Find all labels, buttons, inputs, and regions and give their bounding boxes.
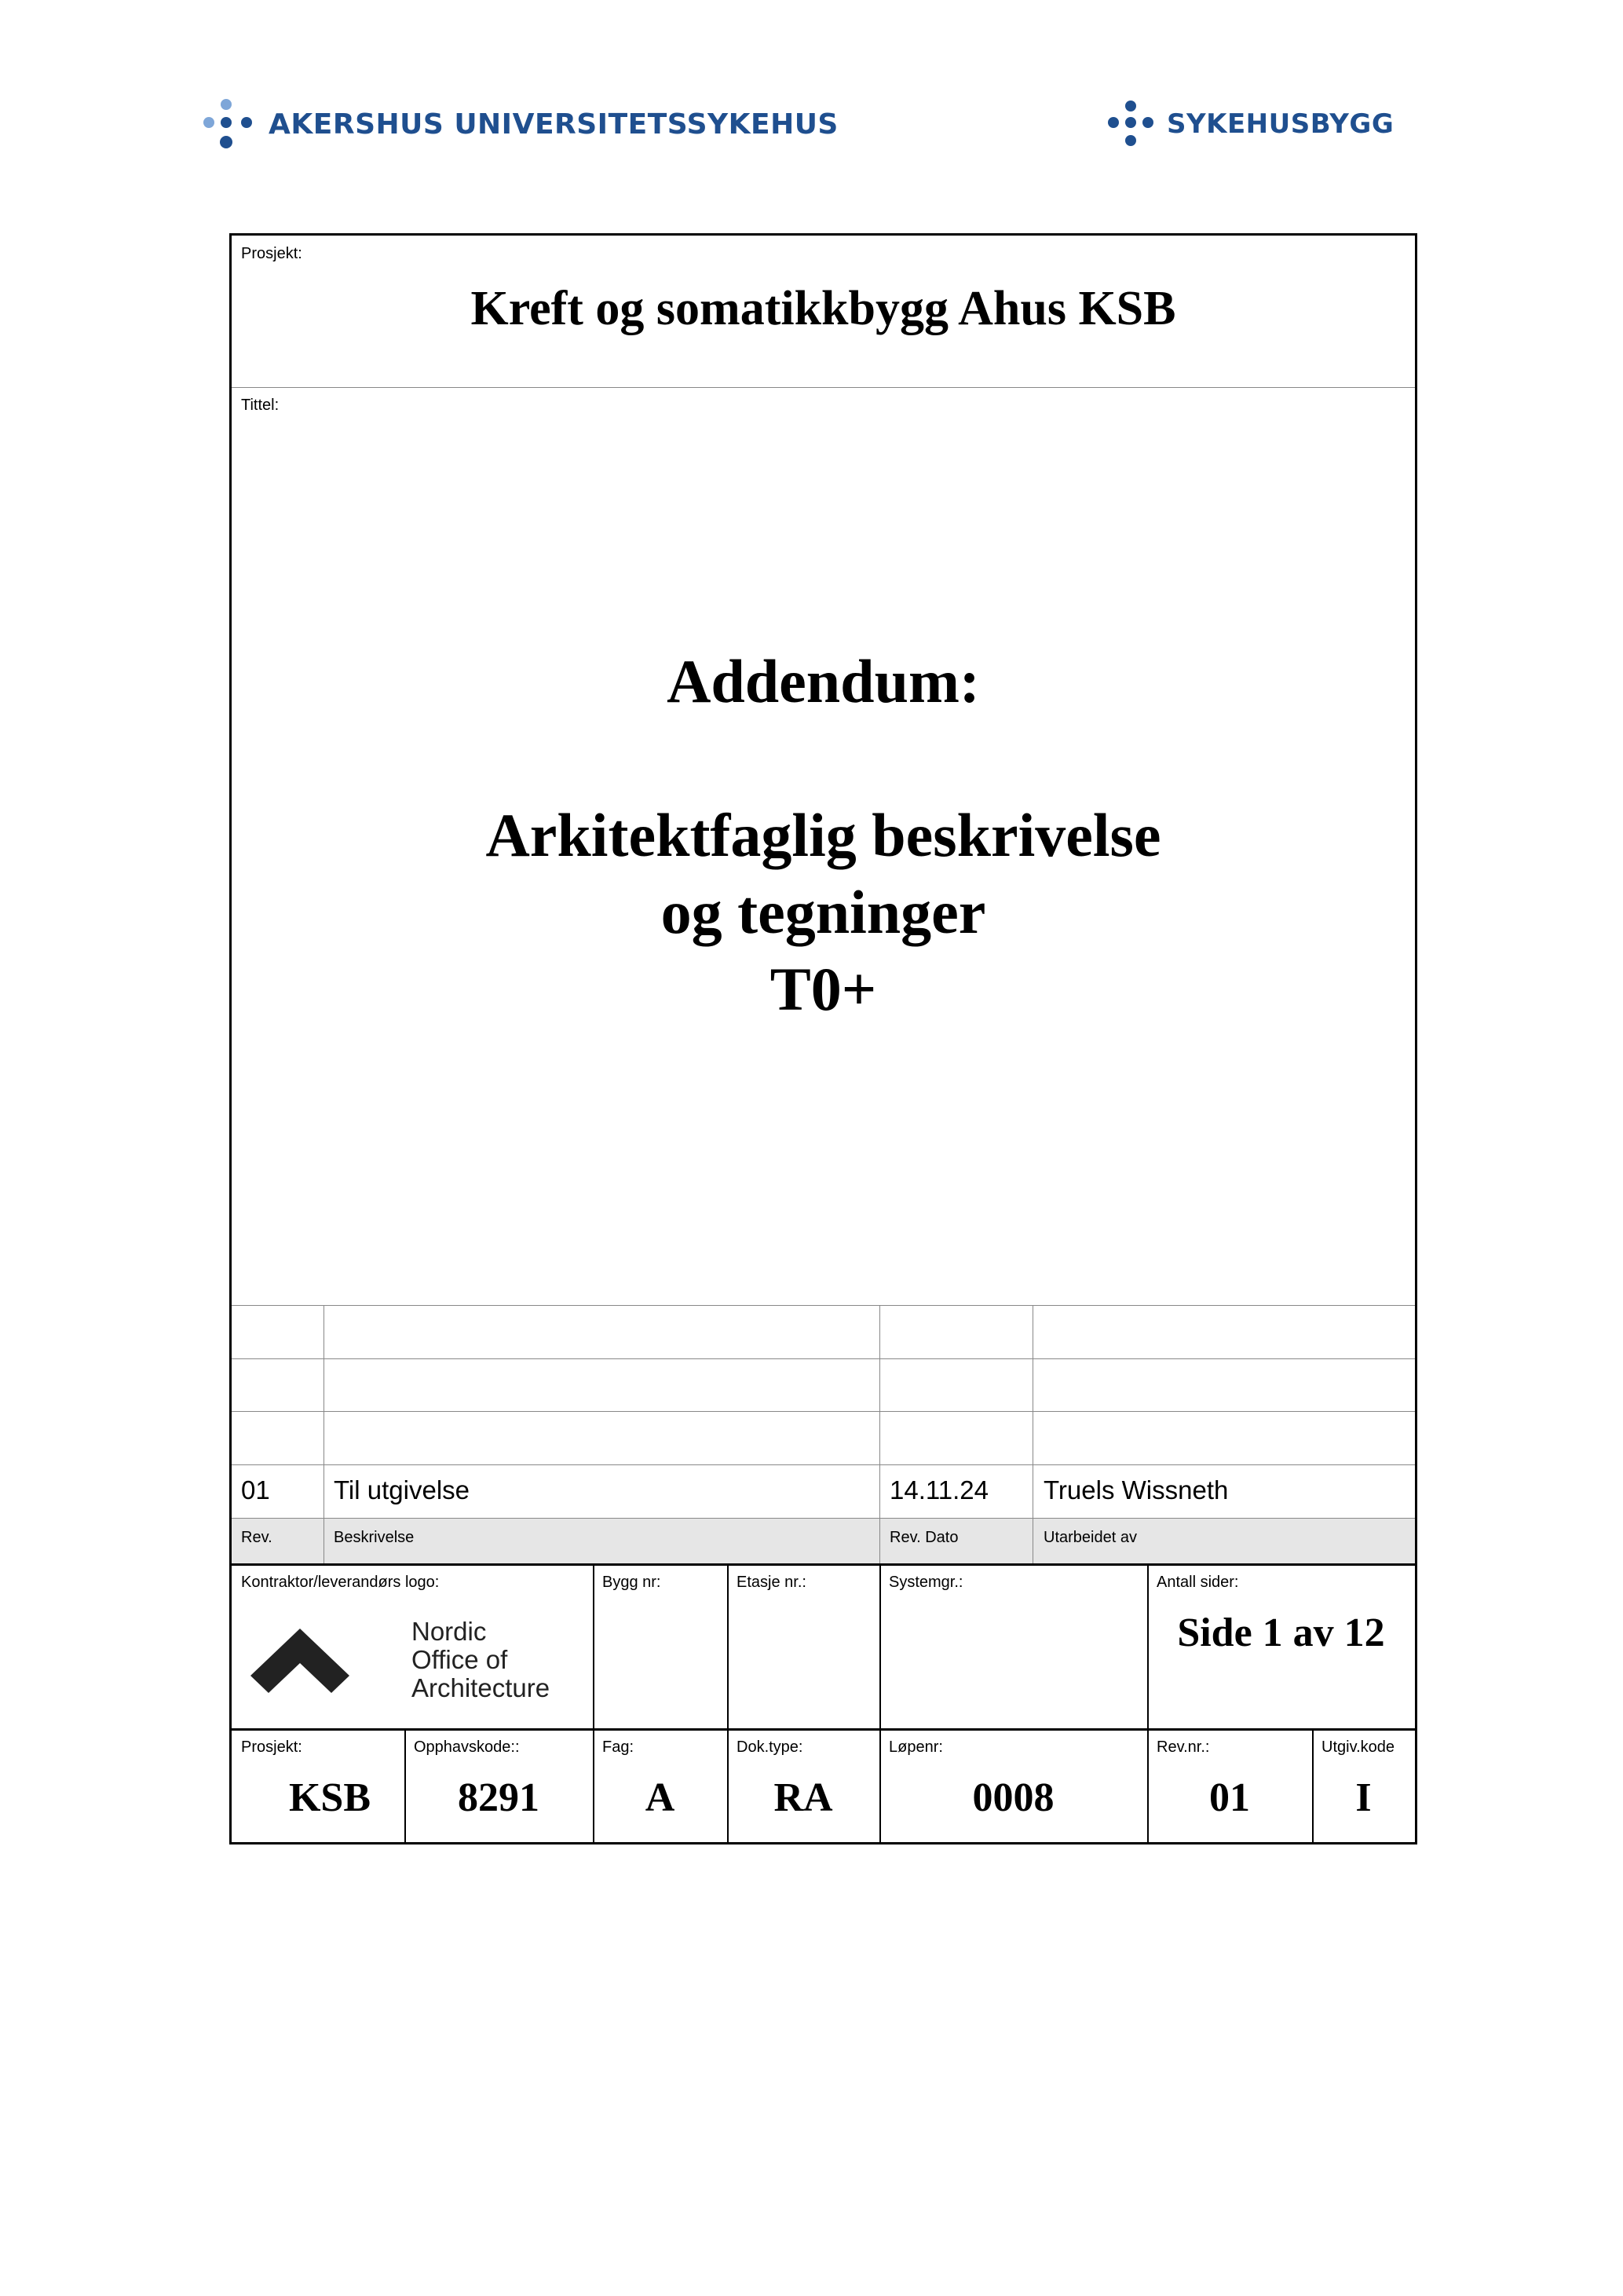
date-header: Rev. Dato (890, 1529, 959, 1546)
revision-row (232, 1464, 1415, 1518)
revision-row-empty (232, 1358, 1415, 1411)
nordic-logo-text (411, 1618, 550, 1702)
nordic-logo-line: Architecture (411, 1673, 550, 1702)
dots-logo-icon-right (239, 97, 256, 152)
code-opphav-cell (404, 1729, 593, 1842)
code-fag-label: Fag: (602, 1738, 634, 1756)
code-prosjekt-cell (232, 1729, 404, 1842)
code-fag-value: A (645, 1775, 675, 1820)
nordic-chevron-icon (250, 1629, 349, 1695)
project-label: Prosjekt: (241, 245, 302, 262)
rev-header: Rev. (241, 1529, 272, 1546)
pages-value: Side 1 av 12 (1177, 1610, 1385, 1655)
logo-text: AKERSHUS UNIVERSITETSSYKEHUS (269, 108, 839, 141)
code-utgiv-label: Utgiv.kode (1321, 1738, 1395, 1756)
title-line-4: T0+ (769, 955, 877, 1023)
pages-cell (1147, 1564, 1415, 1728)
nordic-logo-line: Office of (411, 1645, 508, 1674)
code-doktype-value: RA (773, 1775, 833, 1820)
dots-logo-icon (1107, 97, 1159, 152)
bygg-label: Bygg nr: (602, 1574, 661, 1591)
etasje-cell (727, 1564, 879, 1728)
revision-row-empty (232, 1411, 1415, 1464)
code-opphav-value: 8291 (458, 1775, 539, 1820)
author-header: Utarbeidet av (1044, 1529, 1137, 1546)
code-utgiv-cell (1312, 1729, 1415, 1842)
code-lopenr-cell (879, 1729, 1147, 1842)
pages-label: Antall sider: (1157, 1574, 1239, 1591)
project-section (232, 236, 1415, 387)
code-lopenr-value: 0008 (972, 1775, 1055, 1820)
code-prosjekt-label: Prosjekt: (241, 1738, 302, 1756)
code-revnr-value: 01 (1209, 1775, 1250, 1820)
revision-author: Truels Wissneth (1044, 1475, 1229, 1504)
code-opphav-label: Opphavskode:: (414, 1738, 520, 1756)
code-prosjekt-value: KSB (288, 1775, 371, 1820)
title-line-3: og tegninger (660, 878, 986, 946)
logo-text: SYKEHUSBYGG (1167, 108, 1395, 140)
bygg-cell (593, 1564, 727, 1728)
code-lopenr-label: Løpenr: (889, 1738, 943, 1756)
title-line-1: Addendum: (667, 647, 980, 715)
nordic-logo-line: Nordic (411, 1617, 487, 1646)
revision-row-empty (232, 1305, 1415, 1358)
code-doktype-label: Dok.type: (737, 1738, 803, 1756)
revision-date: 14.11.24 (890, 1475, 989, 1504)
etasje-label: Etasje nr.: (737, 1574, 806, 1591)
revision-number: 01 (241, 1475, 270, 1504)
contractor-logo-cell (232, 1564, 593, 1728)
code-revnr-label: Rev.nr.: (1157, 1738, 1210, 1756)
code-doktype-cell (727, 1729, 879, 1842)
system-label: Systemgr.: (889, 1574, 963, 1591)
code-fag-cell (593, 1729, 727, 1842)
code-revnr-cell (1147, 1729, 1312, 1842)
title-label: Tittel: (241, 397, 280, 414)
title-section (232, 387, 1415, 1305)
description-header: Beskrivelse (334, 1529, 415, 1546)
akershus-logo (203, 93, 839, 155)
project-name: Kreft og somatikkbygg Ahus KSB (470, 282, 1176, 335)
system-cell (879, 1564, 1147, 1728)
revision-description: Til utgivelse (334, 1475, 470, 1504)
sykehusbygg-logo (1107, 93, 1394, 155)
code-utgiv-value: I (1355, 1775, 1372, 1820)
title-block (229, 233, 1417, 1844)
title-line-2: Arkitektfaglig beskrivelse (485, 801, 1161, 869)
revision-header (232, 1518, 1415, 1563)
contractor-label: Kontraktor/leverandørs logo: (241, 1574, 440, 1591)
dots-logo-icon (203, 97, 239, 152)
